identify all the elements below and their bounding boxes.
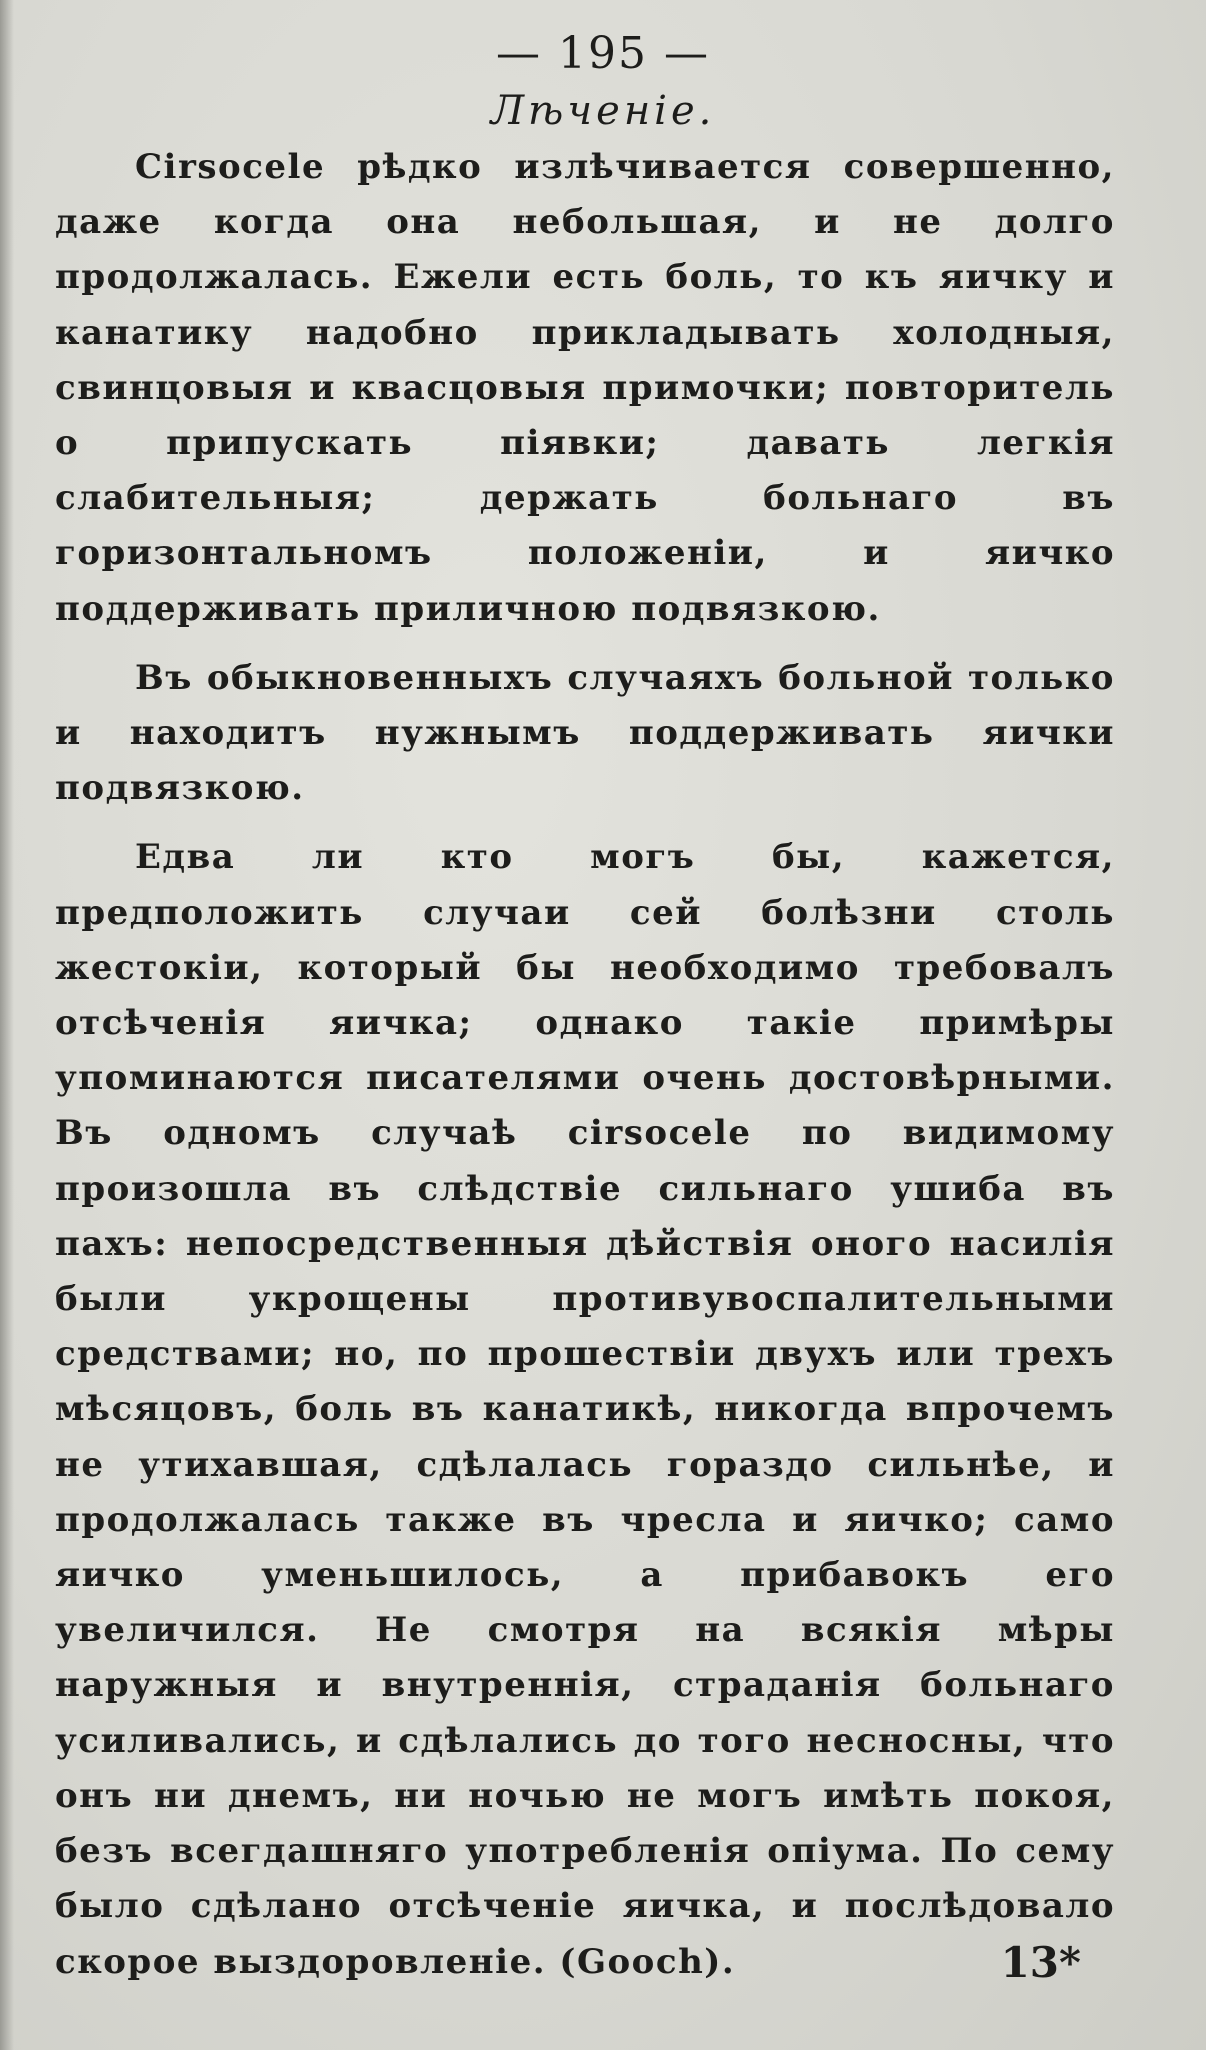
page-edge-shadow bbox=[0, 0, 14, 2050]
paragraph-ordinary-cases: Въ обыкновенныхъ случаяхъ больной только и находитъ нужнымъ поддерживать яички подвязкою. bbox=[55, 657, 1115, 809]
section-title: Лѣченіе. bbox=[490, 88, 716, 134]
paragraph-case-report: Едва ли кто могъ бы, кажется, предположить случаи сей болѣзни столь жестокіи, который бы необходимо требовалъ отсѣченія яичка; однако такіе примѣры упоминаются писателями очень достовѣрными. Въ одномъ случаѣ cirsocele по видимому произошла въ слѣдствіе сильнаго ушиба въ пахъ: непосредственныя дѣйствія оного насилія были укрощены противувоспалительными средствами; но, по прошествіи двухъ или трехъ мѣсяцовъ, боль въ канатикѣ, никогда впрочемъ не утихавшая, сдѣлалась гораздо сильнѣе, и продолжалась также въ чресла и яичко; само яичко уменьшилось, а прибавокъ его увеличился. Не смотря на всякія мѣры наружныя и внутреннія, страданія больнаго усиливались, и сдѣлались до того несносны, что онъ ни днемъ, ни ночью не могъ имѣть покоя, безъ всегдашняго употребленія опіума. По сему было сдѣлано отсѣченіе яичка, и послѣдовало скорое выздоровленіе. (Gooch). bbox=[55, 837, 1115, 1982]
body-text bbox=[55, 140, 1115, 2004]
page-number: — 195 — bbox=[496, 28, 710, 79]
paragraph-treatment: Cirsocele рѣдко излѣчивается совершенно, даже когда она небольшая, и не долго продолжалась. Ежели есть боль, то къ яичку и канатику надобно прикладывать холодныя, свинцовыя и квасцовыя примочки; повторитель о припускать піявки; давать легкія слабительныя; держать больнаго въ горизонтальномъ положеніи, и яичко поддерживать приличною подвязкою. bbox=[55, 147, 1115, 629]
signature-mark: 13* bbox=[1000, 1938, 1081, 1987]
